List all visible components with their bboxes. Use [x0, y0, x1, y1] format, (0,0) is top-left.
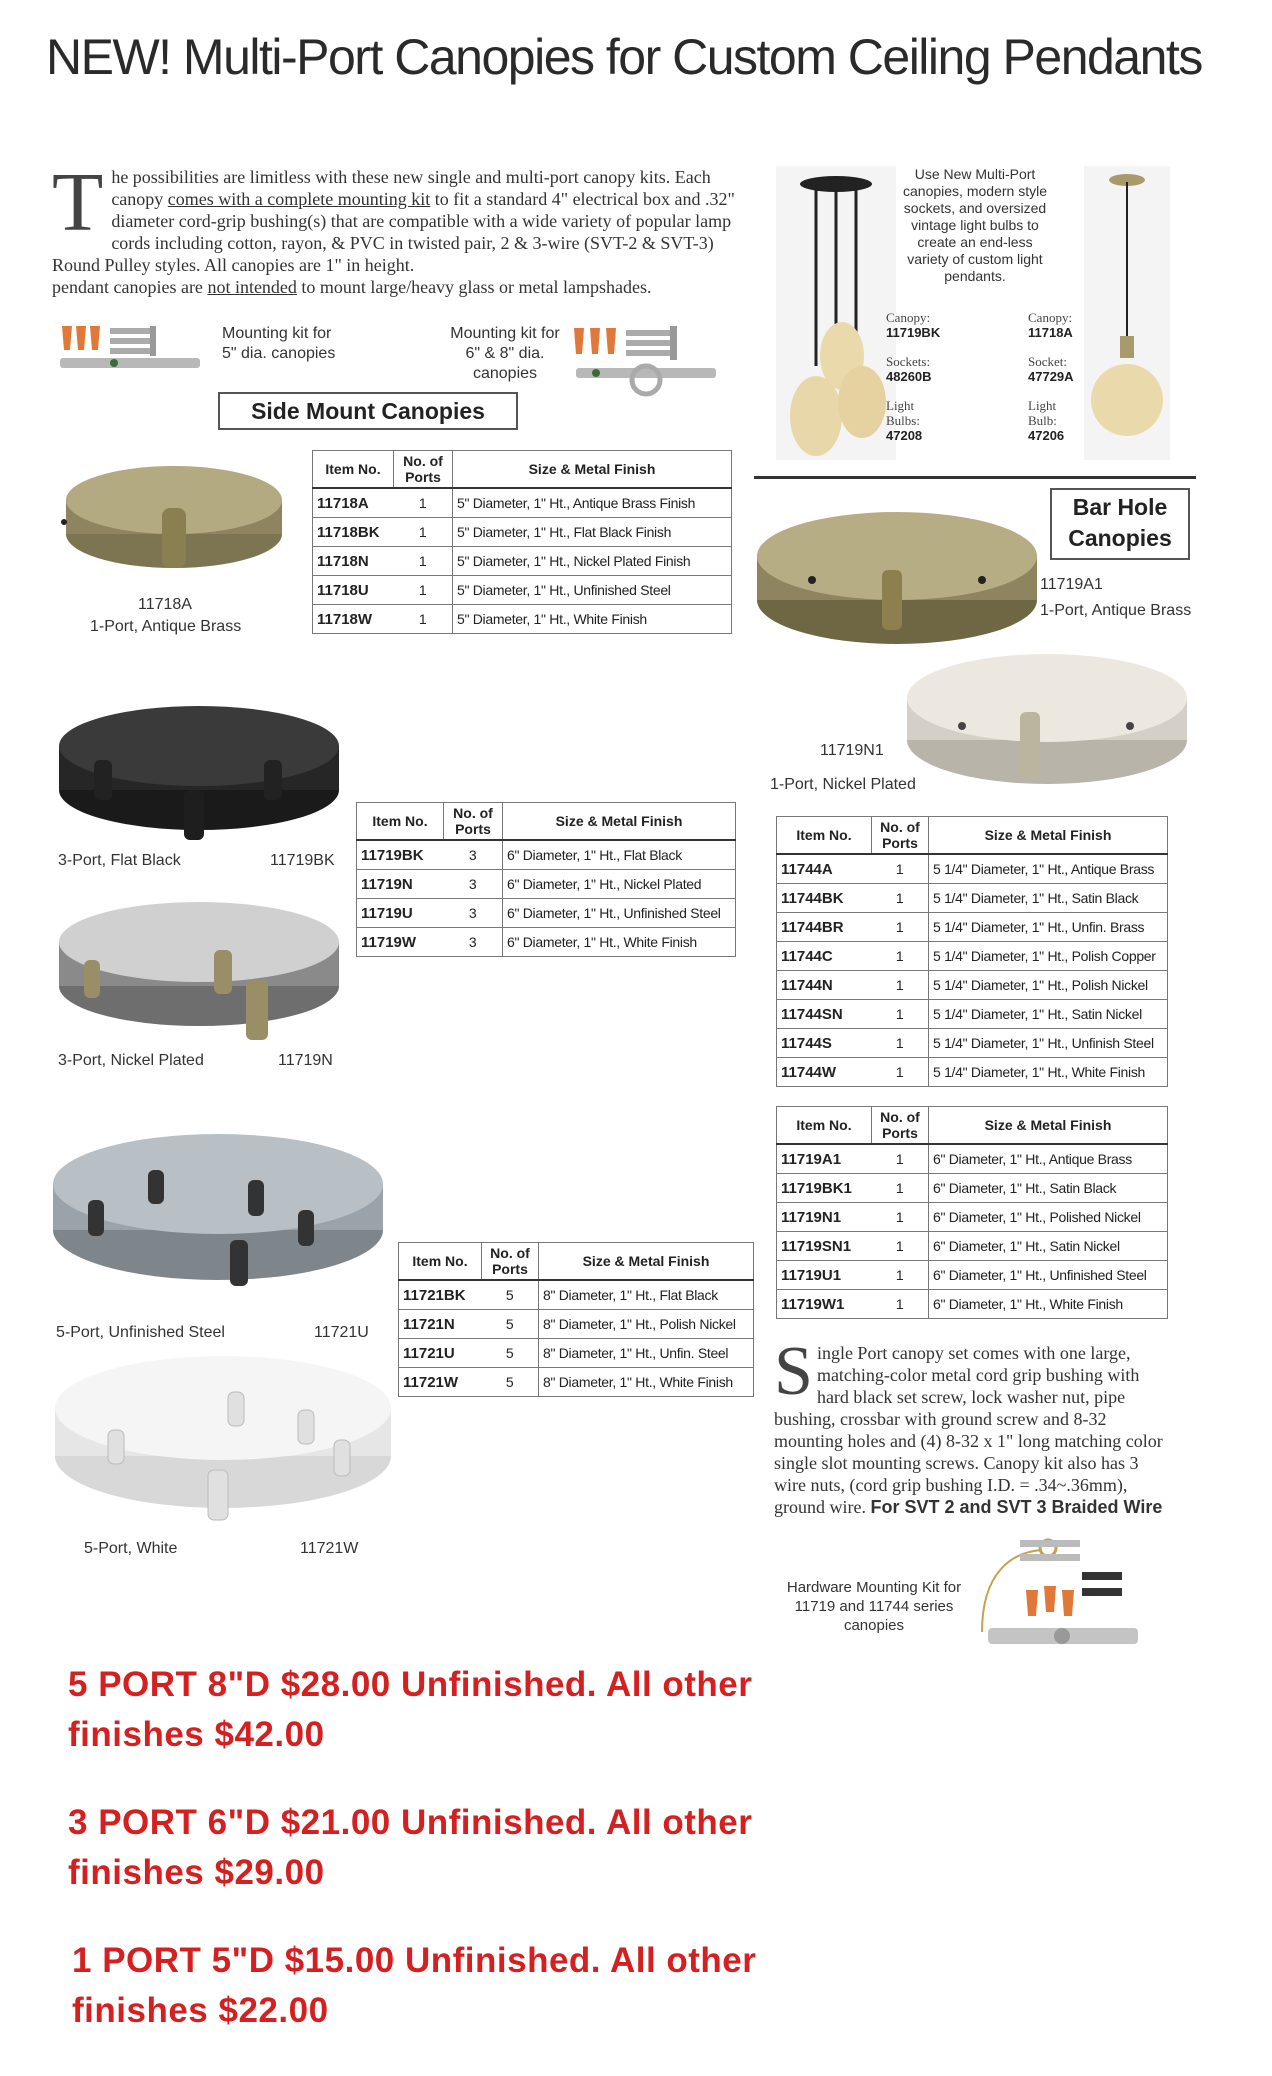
- pendant-right-sockets: 47729A: [1028, 369, 1074, 384]
- pendant-left-bulbs: 47208: [886, 428, 923, 443]
- table-row: 11719N1 1 6" Diameter, 1" Ht., Polished Nickel: [777, 1203, 1168, 1232]
- pendant-right-specs: Canopy: 11718A Socket: 47729A Light Bulb: 47206: [1028, 310, 1074, 443]
- side-mount-heading: Side Mount Canopies: [218, 392, 518, 430]
- intro-text-3: pendant canopies are: [52, 277, 208, 297]
- price-3-port-line1: 3 PORT 6"D $21.00 Unfinished. All other: [68, 1803, 753, 1842]
- price-5-port-line2: finishes $42.00: [68, 1715, 325, 1754]
- pendant-left-sockets: 48260B: [886, 369, 932, 384]
- caption-11718A-desc: 1-Port, Antique Brass: [90, 618, 242, 635]
- table-11721: [398, 1242, 754, 1397]
- col-size: Size & Metal Finish: [503, 803, 736, 841]
- table-row: 11719BK1 1 6" Diameter, 1" Ht., Satin Black: [777, 1174, 1168, 1203]
- table-row: 11744SN 1 5 1/4" Diameter, 1" Ht., Satin Nickel: [777, 1000, 1168, 1029]
- canopy-11719N-image: [54, 890, 344, 1050]
- canopy-11719BK-image: [54, 700, 344, 850]
- col-size: Size & Metal Finish: [929, 817, 1168, 855]
- col-item: Item No.: [357, 803, 444, 841]
- table-row: 11721W 5 8" Diameter, 1" Ht., White Finish: [399, 1368, 754, 1397]
- caption-11719BK-code: 11719BK: [270, 852, 335, 869]
- page-title: NEW! Multi-Port Canopies for Custom Ceiling Pendants: [46, 29, 1202, 85]
- table-row: 11719W1 1 6" Diameter, 1" Ht., White Finish: [777, 1290, 1168, 1319]
- price-1-port-line2: finishes $22.00: [72, 1991, 329, 2030]
- col-ports: No. of Ports: [444, 803, 503, 841]
- canopy-11719A1-image: [752, 490, 1042, 660]
- caption-11721W-desc: 5-Port, White: [84, 1540, 178, 1557]
- table-row: 11744BK 1 5 1/4" Diameter, 1" Ht., Satin Black: [777, 884, 1168, 913]
- col-ports: No. of Ports: [482, 1243, 539, 1281]
- caption-11721W-code: 11721W: [300, 1540, 359, 1557]
- small-kit-label: Mounting kit for 5" dia. canopies: [222, 325, 336, 362]
- pendant-promo-text: Use New Multi-Port canopies, modern style sockets, and oversized vintage light bulbs to create an end-less variety of custom light pendants.: [903, 166, 1047, 284]
- caption-11719BK-desc: 3-Port, Flat Black: [58, 852, 181, 869]
- single-port-text: ingle Port canopy set comes with one large, matching-color metal cord grip bushing with hard black set screw, lock washer nut, pipe bushing, crossbar with ground screw and 8-32 mounting holes and (4) 8-32 x 1" long matching color single slot mounting screws. Canopy kit also has 3 wire nuts, (cord grip bushing I.D. = .34~.36mm), ground wire.: [774, 1343, 1163, 1517]
- col-item: Item No.: [777, 1107, 872, 1145]
- price-3-port-line2: finishes $29.00: [68, 1853, 325, 1892]
- pendant-photo-right: [1084, 166, 1170, 460]
- table-row: 11718W 1 5" Diameter, 1" Ht., White Finish: [313, 605, 732, 634]
- caption-11721U-code: 11721U: [314, 1324, 369, 1341]
- table-row: 11719U1 1 6" Diameter, 1" Ht., Unfinished Steel: [777, 1261, 1168, 1290]
- col-size: Size & Metal Finish: [929, 1107, 1168, 1145]
- col-item: Item No.: [313, 451, 394, 489]
- caption-11721U-desc: 5-Port, Unfinished Steel: [56, 1324, 225, 1341]
- intro-dropcap: T: [52, 156, 104, 249]
- large-kit-label: Mounting kit for 6" & 8" dia. canopies: [450, 325, 560, 382]
- hardware-kit-image: [972, 1532, 1150, 1672]
- single-port-description: [774, 1333, 1174, 1518]
- canopy-11721U-image: [48, 1120, 388, 1320]
- col-item: Item No.: [777, 817, 872, 855]
- table-row: 11719BK 3 6" Diameter, 1" Ht., Flat Black: [357, 840, 736, 870]
- table-row: 11719U 3 6" Diameter, 1" Ht., Unfinished Steel: [357, 899, 736, 928]
- price-1-port-line1: 1 PORT 5"D $15.00 Unfinished. All other: [72, 1941, 757, 1980]
- col-ports: No. of Ports: [872, 817, 929, 855]
- intro-paragraph: [52, 156, 742, 298]
- pendant-right-canopy: 11718A: [1028, 325, 1073, 340]
- col-ports: No. of Ports: [394, 451, 453, 489]
- table-row: 11718U 1 5" Diameter, 1" Ht., Unfinished Steel: [313, 576, 732, 605]
- table-row: 11719A1 1 6" Diameter, 1" Ht., Antique Brass: [777, 1144, 1168, 1174]
- table-row: 11719SN1 1 6" Diameter, 1" Ht., Satin Nickel: [777, 1232, 1168, 1261]
- table-11719-3port: [356, 802, 736, 957]
- col-size: Size & Metal Finish: [539, 1243, 754, 1281]
- table-row: 11721BK 5 8" Diameter, 1" Ht., Flat Black: [399, 1280, 754, 1310]
- bar-hole-heading: Bar Hole Canopies: [1050, 488, 1190, 560]
- caption-11718A-code: 11718A: [138, 596, 192, 613]
- intro-text-4: to mount large/heavy glass or metal lampshades.: [296, 277, 652, 297]
- table-row: 11744W 1 5 1/4" Diameter, 1" Ht., White Finish: [777, 1058, 1168, 1087]
- table-row: 11719W 3 6" Diameter, 1" Ht., White Finish: [357, 928, 736, 957]
- table-11718: [312, 450, 732, 634]
- pendant-left-specs: Canopy: 11719BK Sockets: 48260B Light Bulbs: 47208: [886, 310, 941, 443]
- table-row: 11718A 1 5" Diameter, 1" Ht., Antique Brass Finish: [313, 488, 732, 518]
- intro-text-2: to fit a standard 4" electrical box and .32" diameter cord-grip bushing(s) that are compatible with a wide variety of popular lamp cords including cotton, rayon, & PVC in twisted pair, 2 & 3-wire (SVT-2 & SVT-3) Round Pulley styles. All canopies are 1" in height.: [52, 189, 735, 275]
- table-row: 11744S 1 5 1/4" Diameter, 1" Ht., Unfinish Steel: [777, 1029, 1168, 1058]
- small-mounting-kit-image: [54, 318, 204, 378]
- canopy-11719N1-image: [902, 640, 1192, 800]
- single-port-bold: For SVT 2 and SVT 3 Braided Wire: [870, 1497, 1163, 1517]
- intro-text-1: he possibilities are limitless with these new single and multi-port canopy kits. Each canopy: [111, 167, 711, 209]
- single-port-dropcap: S: [774, 1333, 813, 1410]
- caption-11719A1-desc: 1-Port, Antique Brass: [1040, 602, 1192, 619]
- table-row: 11718N 1 5" Diameter, 1" Ht., Nickel Plated Finish: [313, 547, 732, 576]
- caption-11719A1-code: 11719A1: [1040, 576, 1103, 593]
- table-11719-1port: [776, 1106, 1168, 1319]
- table-row: 11744BR 1 5 1/4" Diameter, 1" Ht., Unfin. Brass: [777, 913, 1168, 942]
- table-row: 11744N 1 5 1/4" Diameter, 1" Ht., Polish Nickel: [777, 971, 1168, 1000]
- pendant-left-canopy: 11719BK: [886, 325, 941, 340]
- caption-11719N1-code: 11719N1: [820, 742, 884, 759]
- intro-underline-1: comes with a complete mounting kit: [167, 189, 431, 209]
- caption-11719N1-desc: 1-Port, Nickel Plated: [770, 776, 916, 793]
- col-item: Item No.: [399, 1243, 482, 1281]
- table-row: 11744C 1 5 1/4" Diameter, 1" Ht., Polish Copper: [777, 942, 1168, 971]
- table-11744: [776, 816, 1168, 1087]
- divider: [754, 476, 1196, 479]
- table-row: 11721U 5 8" Diameter, 1" Ht., Unfin. Steel: [399, 1339, 754, 1368]
- pendant-photo-left: [776, 166, 896, 460]
- table-row: 11718BK 1 5" Diameter, 1" Ht., Flat Black Finish: [313, 518, 732, 547]
- canopy-11721W-image: [48, 1340, 398, 1540]
- col-size: Size & Metal Finish: [453, 451, 732, 489]
- canopy-11718A-image: [54, 448, 294, 588]
- hardware-caption: Hardware Mounting Kit for 11719 and 11744 series canopies: [786, 1579, 962, 1634]
- table-row: 11744A 1 5 1/4" Diameter, 1" Ht., Antique Brass: [777, 854, 1168, 884]
- table-row: 11721N 5 8" Diameter, 1" Ht., Polish Nickel: [399, 1310, 754, 1339]
- intro-underline-2: not intended: [207, 277, 297, 297]
- large-mounting-kit-image: [566, 318, 726, 410]
- table-row: 11719N 3 6" Diameter, 1" Ht., Nickel Plated: [357, 870, 736, 899]
- pendant-right-bulbs: 47206: [1028, 428, 1065, 443]
- price-5-port-line1: 5 PORT 8"D $28.00 Unfinished. All other: [68, 1665, 753, 1704]
- col-ports: No. of Ports: [872, 1107, 929, 1145]
- caption-11719N-desc: 3-Port, Nickel Plated: [58, 1052, 204, 1069]
- caption-11719N-code: 11719N: [278, 1052, 333, 1069]
